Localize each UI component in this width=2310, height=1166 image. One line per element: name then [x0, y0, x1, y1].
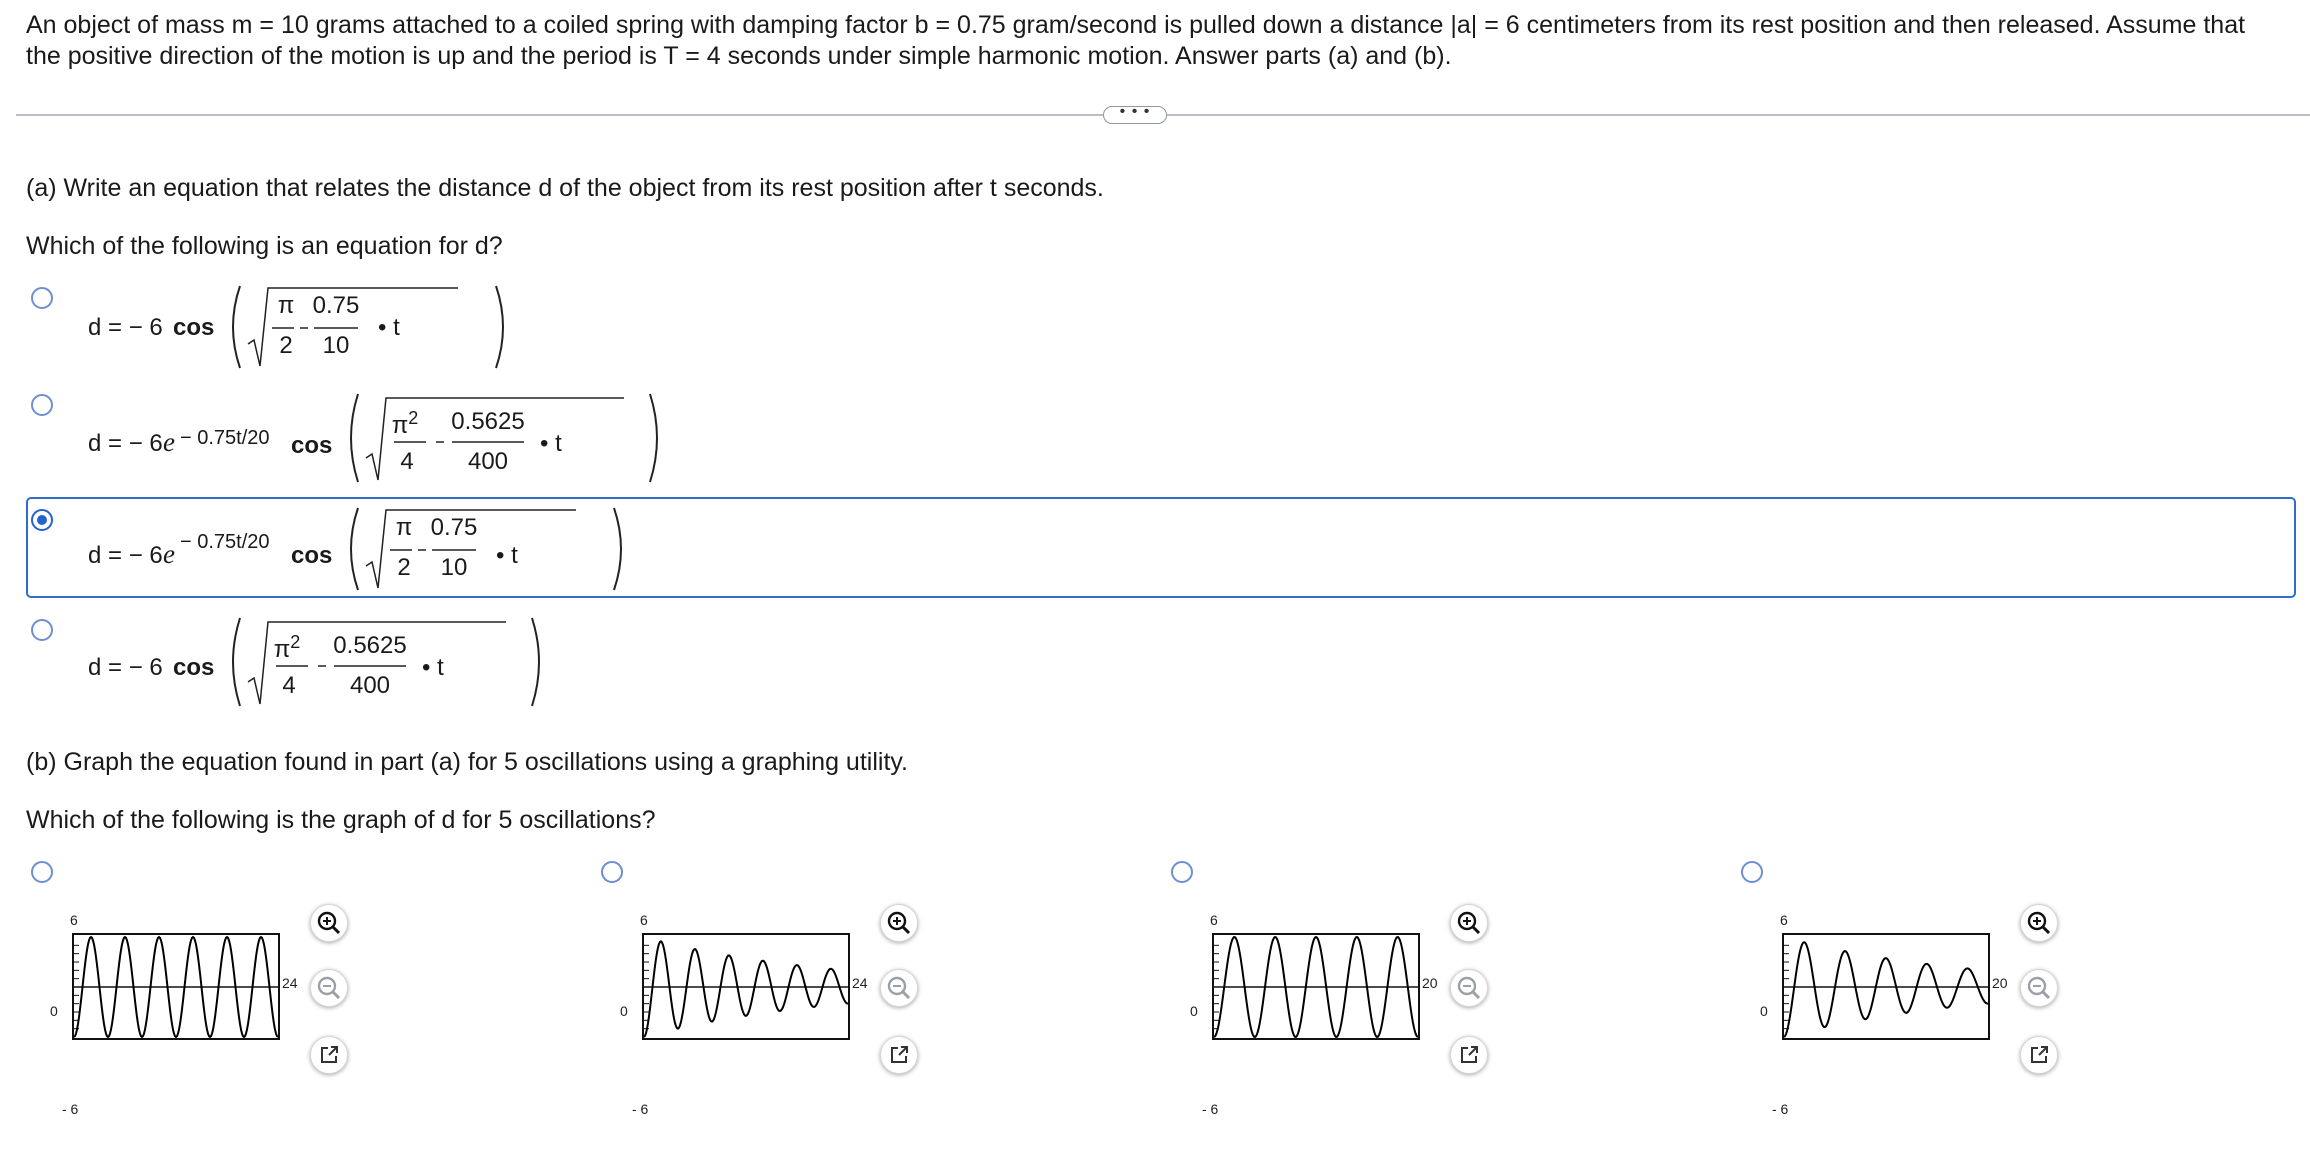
eq-times-t: • t [422, 654, 444, 681]
graph-radio-1[interactable] [31, 861, 53, 883]
zoom-in-icon [311, 905, 347, 941]
eq-exponent: − 0.75t/20 [180, 427, 270, 449]
part-a-prompt: (a) Write an equation that relates the distance d of the object from its rest position after t seconds. [26, 174, 1104, 202]
zoom-in-button[interactable] [880, 904, 918, 942]
zoom-out-icon [1451, 970, 1487, 1006]
eq-e: e [163, 427, 175, 457]
open-window-icon [311, 1037, 347, 1073]
frac1-den: 4 [282, 672, 296, 699]
frac1-den: 4 [400, 448, 414, 475]
zoom-in-icon [881, 905, 917, 941]
eq-bracket-radical [226, 282, 506, 372]
graph-plot [74, 935, 278, 1038]
y-max-label: 6 [640, 912, 648, 928]
graph-radio-2[interactable] [601, 861, 623, 883]
equation-option-2[interactable] [88, 390, 588, 486]
frac2-den: 400 [467, 448, 509, 475]
graph-choice-3[interactable] [1212, 933, 1420, 1040]
eq-cos: cos [173, 654, 215, 681]
equation-option-4[interactable] [88, 614, 478, 710]
y-min-label: - 6 [62, 1101, 79, 1117]
y-max-label: 6 [70, 912, 78, 928]
eq-lhs: d = − 6 [88, 314, 163, 341]
graph-radio-4[interactable] [1741, 861, 1763, 883]
eq-cos: cos [291, 432, 333, 459]
x-max-label: 24 [852, 975, 868, 991]
zoom-out-button[interactable] [310, 969, 348, 1007]
frac1-num: π [277, 292, 295, 319]
more-options-button[interactable]: • • • [1103, 106, 1167, 124]
graph-plot [1214, 935, 1418, 1038]
open-window-icon [2021, 1037, 2057, 1073]
part-b-question: Which of the following is the graph of d for 5 oscillations? [26, 806, 656, 834]
x-max-label: 20 [1422, 975, 1438, 991]
problem-statement: An object of mass m = 10 grams attached to a coiled spring with damping factor b = 0.75 gram/second is pulled down a distance |a| = 6 centimeters from its rest position and then released. Assume that the positive direction of the motion is up and the period is T = 4 seconds under simple harmonic motion. Answer parts (a) and (b). [26, 11, 2246, 70]
eq-times-t: • t [378, 314, 400, 341]
frac1-den: 2 [397, 554, 411, 581]
eq-lhs: d = − 6 [88, 542, 163, 569]
eq-bracket-radical [344, 504, 624, 594]
open-new-window-button[interactable] [310, 1036, 348, 1074]
eq-lhs: d = − 6 [88, 654, 163, 681]
zoom-out-button[interactable] [1450, 969, 1488, 1007]
eq-times-t: • t [496, 542, 518, 569]
eq-times-t: • t [540, 430, 562, 457]
open-new-window-button[interactable] [2020, 1036, 2058, 1074]
zoom-in-icon [1451, 905, 1487, 941]
origin-label: 0 [50, 1003, 58, 1019]
zoom-in-button[interactable] [310, 904, 348, 942]
graph-curve [644, 941, 848, 1037]
answer-radio-a4[interactable] [31, 619, 53, 641]
y-min-label: - 6 [632, 1101, 649, 1117]
open-new-window-button[interactable] [880, 1036, 918, 1074]
frac1-num: $\pi^2$ [391, 408, 419, 439]
equation-option-3[interactable] [88, 504, 548, 594]
y-min-label: - 6 [1772, 1101, 1789, 1117]
zoom-out-button[interactable] [880, 969, 918, 1007]
frac1-num: π [395, 514, 413, 541]
frac2-num: 0.5625 [451, 408, 525, 435]
x-max-label: 24 [282, 975, 298, 991]
open-window-icon [1451, 1037, 1487, 1073]
open-window-icon [881, 1037, 917, 1073]
origin-label: 0 [1190, 1003, 1198, 1019]
zoom-in-button[interactable] [1450, 904, 1488, 942]
answer-radio-a1[interactable] [31, 287, 53, 309]
part-a-question: Which of the following is an equation for d? [26, 232, 503, 260]
zoom-in-button[interactable] [2020, 904, 2058, 942]
frac2-num: 0.5625 [333, 632, 407, 659]
graph-choice-1[interactable] [72, 933, 280, 1040]
graph-radio-3[interactable] [1171, 861, 1193, 883]
eq-exponent: − 0.75t/20 [180, 531, 270, 553]
frac2-den: 10 [440, 554, 468, 581]
answer-radio-a3[interactable] [31, 509, 53, 531]
eq-cos: cos [173, 314, 215, 341]
frac2-num: 0.75 [430, 514, 478, 541]
part-b-prompt: (b) Graph the equation found in part (a) for 5 oscillations using a graphing utility. [26, 748, 908, 776]
frac2-num: 0.75 [312, 292, 360, 319]
frac2-den: 400 [349, 672, 391, 699]
open-new-window-button[interactable] [1450, 1036, 1488, 1074]
answer-radio-a2[interactable] [31, 394, 53, 416]
frac1-den: 2 [279, 332, 293, 359]
x-max-label: 20 [1992, 975, 2008, 991]
origin-label: 0 [1760, 1003, 1768, 1019]
graph-plot [1784, 935, 1988, 1038]
graph-choice-2[interactable] [642, 933, 850, 1040]
y-max-label: 6 [1210, 912, 1218, 928]
zoom-in-icon [2021, 905, 2057, 941]
y-min-label: - 6 [1202, 1101, 1219, 1117]
y-max-label: 6 [1780, 912, 1788, 928]
frac1-num: $\pi^2$ [273, 632, 301, 663]
eq-cos: cos [291, 542, 333, 569]
graph-choice-4[interactable] [1782, 933, 1990, 1040]
eq-lhs: d = − 6 [88, 430, 163, 457]
zoom-out-icon [2021, 970, 2057, 1006]
zoom-out-button[interactable] [2020, 969, 2058, 1007]
graph-curve [1784, 942, 1988, 1037]
equation-option-1[interactable] [88, 282, 428, 372]
eq-e: e [163, 539, 175, 569]
frac2-den: 10 [322, 332, 350, 359]
zoom-out-icon [311, 970, 347, 1006]
zoom-out-icon [881, 970, 917, 1006]
origin-label: 0 [620, 1003, 628, 1019]
graph-plot [644, 935, 848, 1038]
